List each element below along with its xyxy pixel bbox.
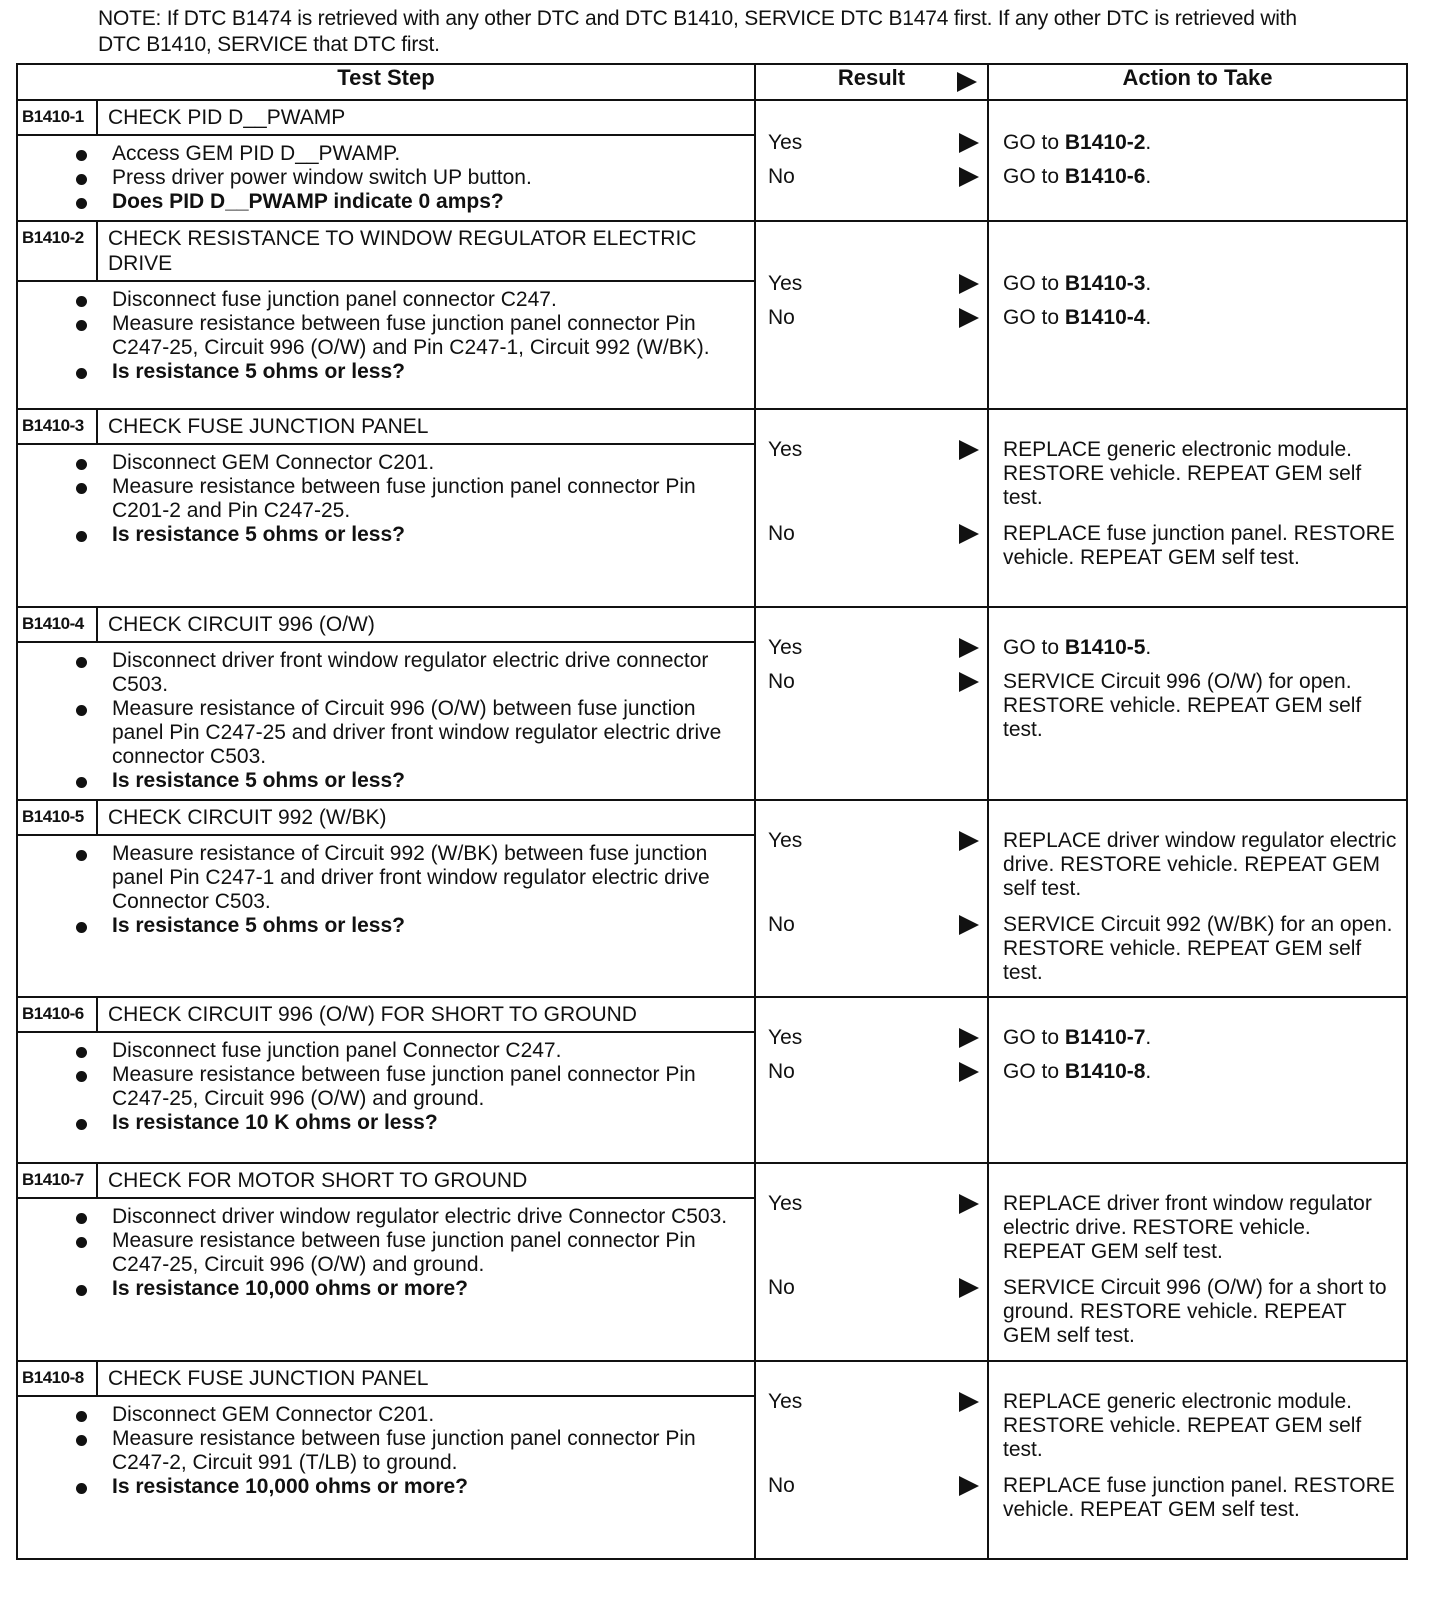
step-instruction: Disconnect fuse junction panel Connector C247.	[112, 1039, 734, 1063]
step-title: CHECK CIRCUIT 996 (O/W) FOR SHORT TO GROUND	[108, 1003, 637, 1026]
step-bullets	[18, 1199, 754, 1307]
result-label: No	[768, 165, 795, 188]
result-cell	[755, 800, 988, 997]
result-label: No	[768, 306, 795, 329]
action-text	[1003, 1276, 1398, 1348]
result-cell	[755, 1361, 988, 1559]
result-label: Yes	[768, 1390, 803, 1413]
action-text-main: GO to	[1003, 306, 1065, 329]
step-id: B1410-4	[18, 608, 98, 641]
step-instruction: Press driver power window switch UP button.	[112, 166, 734, 190]
step-instruction: Disconnect fuse junction panel connector C247.	[112, 288, 734, 312]
table-row	[17, 607, 1407, 800]
result-yes	[768, 829, 979, 853]
action-text	[1003, 165, 1398, 189]
result-label: Yes	[768, 636, 803, 659]
step-reference: B1410-6	[1064, 165, 1146, 188]
result-label: No	[768, 913, 795, 936]
result-no	[768, 1060, 979, 1084]
action-text-main: GO to	[1003, 1026, 1065, 1049]
step-reference: B1410-4	[1064, 306, 1146, 329]
step-title: CHECK CIRCUIT 996 (O/W)	[108, 613, 375, 636]
step-question: Is resistance 5 ohms or less?	[112, 914, 734, 938]
arrow-right-icon	[959, 524, 979, 544]
arrow-right-icon	[959, 1028, 979, 1048]
action-text	[1003, 1026, 1398, 1050]
table-row	[17, 800, 1407, 997]
action-cell	[988, 997, 1407, 1163]
action-text	[1003, 1192, 1398, 1264]
step-instruction: Measure resistance between fuse junction panel connector Pin C247-25, Circuit 996 (O/W) and Pin C247-1, Circuit 992 (W/BK).	[112, 312, 734, 360]
action-text-main: GO to	[1003, 165, 1065, 188]
result-cell	[755, 100, 988, 221]
action-text-main: SERVICE Circuit 996 (O/W) for a short to ground. RESTORE vehicle. REPEAT GEM self test.	[1003, 1276, 1387, 1347]
result-label: No	[768, 1276, 795, 1299]
step-title: CHECK RESISTANCE TO WINDOW REGULATOR ELECTRIC DRIVE	[108, 227, 697, 275]
action-text	[1003, 670, 1398, 742]
step-instruction: Measure resistance between fuse junction panel connector Pin C201-2 and Pin C247-25.	[112, 475, 734, 523]
header-result	[755, 64, 988, 100]
step-bullets	[18, 445, 754, 553]
result-label: No	[768, 1060, 795, 1083]
action-text-main: SERVICE Circuit 996 (O/W) for open. RESTORE vehicle. REPEAT GEM self test.	[1003, 670, 1362, 741]
arrow-right-icon	[959, 1476, 979, 1496]
table-row	[17, 221, 1407, 409]
table-row	[17, 409, 1407, 607]
step-id: B1410-5	[18, 801, 98, 834]
test-step-cell	[17, 1361, 755, 1559]
action-text-main: REPLACE generic electronic module. RESTORE vehicle. REPEAT GEM self test.	[1003, 438, 1362, 509]
step-question: Does PID D__PWAMP indicate 0 amps?	[112, 190, 734, 214]
result-label: Yes	[768, 131, 803, 154]
action-cell	[988, 607, 1407, 800]
header-result-label: Result	[837, 65, 906, 90]
step-instruction: Measure resistance of Circuit 996 (O/W) between fuse junction panel Pin C247-25 and driver front window regulator electric drive connector C503.	[112, 697, 734, 769]
action-cell	[988, 100, 1407, 221]
action-text-end: .	[1145, 1060, 1152, 1083]
result-no	[768, 670, 979, 694]
arrow-right-icon	[959, 1194, 979, 1214]
action-cell	[988, 800, 1407, 997]
action-text-main: GO to	[1003, 131, 1065, 154]
step-instruction: Disconnect driver window regulator electric drive Connector C503.	[112, 1205, 734, 1229]
action-text	[1003, 1390, 1398, 1462]
step-id: B1410-8	[18, 1362, 98, 1395]
result-yes	[768, 1192, 979, 1216]
arrow-right-icon	[959, 1392, 979, 1412]
action-text-end: .	[1145, 165, 1152, 188]
result-label: Yes	[768, 829, 803, 852]
action-text-main: REPLACE driver front window regulator electric drive. RESTORE vehicle. REPEAT GEM self test.	[1003, 1192, 1372, 1263]
result-yes	[768, 438, 979, 462]
table-row	[17, 100, 1407, 221]
step-question: Is resistance 10,000 ohms or more?	[112, 1277, 734, 1301]
test-step-cell	[17, 800, 755, 997]
result-cell	[755, 607, 988, 800]
result-label: Yes	[768, 1026, 803, 1049]
result-no	[768, 913, 979, 937]
result-no	[768, 1474, 979, 1498]
result-no	[768, 1276, 979, 1300]
step-reference: B1410-7	[1064, 1026, 1146, 1049]
step-id: B1410-1	[18, 101, 98, 134]
action-text-end: .	[1145, 131, 1152, 154]
step-instruction: Disconnect driver front window regulator electric drive connector C503.	[112, 649, 734, 697]
action-text	[1003, 438, 1398, 510]
step-bullets	[18, 643, 754, 799]
step-id: B1410-3	[18, 410, 98, 443]
result-label: Yes	[768, 438, 803, 461]
step-reference: B1410-2	[1064, 131, 1146, 154]
step-instruction: Access GEM PID D__PWAMP.	[112, 142, 734, 166]
step-bullets	[18, 282, 754, 390]
header-action: Action to Take	[988, 64, 1407, 100]
step-title: CHECK FUSE JUNCTION PANEL	[108, 1367, 429, 1390]
result-no	[768, 165, 979, 189]
step-instruction: Disconnect GEM Connector C201.	[112, 451, 734, 475]
step-title: CHECK FUSE JUNCTION PANEL	[108, 415, 429, 438]
arrow-right-icon	[959, 308, 979, 328]
action-text	[1003, 272, 1398, 296]
action-cell	[988, 1361, 1407, 1559]
test-step-cell	[17, 1163, 755, 1361]
arrow-right-icon	[959, 440, 979, 460]
action-text	[1003, 131, 1398, 155]
step-bullets	[18, 1397, 754, 1505]
action-cell	[988, 1163, 1407, 1361]
arrow-right-icon	[959, 915, 979, 935]
action-text-main: REPLACE fuse junction panel. RESTORE vehicle. REPEAT GEM self test.	[1003, 522, 1395, 569]
result-cell	[755, 1163, 988, 1361]
arrow-right-icon	[959, 672, 979, 692]
result-cell	[755, 221, 988, 409]
arrow-right-icon	[959, 167, 979, 187]
result-label: Yes	[768, 272, 803, 295]
arrow-right-icon	[959, 274, 979, 294]
action-cell	[988, 409, 1407, 607]
result-no	[768, 522, 979, 546]
table-row	[17, 1163, 1407, 1361]
step-title: CHECK CIRCUIT 992 (W/BK)	[108, 806, 387, 829]
action-text-main: GO to	[1003, 272, 1065, 295]
result-cell	[755, 997, 988, 1163]
action-text	[1003, 1474, 1398, 1522]
action-text-main: REPLACE driver window regulator electric drive. RESTORE vehicle. REPEAT GEM self test.	[1003, 829, 1397, 900]
result-yes	[768, 1026, 979, 1050]
arrow-right-icon	[959, 638, 979, 658]
arrow-right-icon	[957, 72, 977, 92]
result-label: No	[768, 522, 795, 545]
result-cell	[755, 409, 988, 607]
step-instruction: Disconnect GEM Connector C201.	[112, 1403, 734, 1427]
action-text	[1003, 636, 1398, 660]
step-bullets	[18, 836, 754, 944]
action-text-main: REPLACE generic electronic module. RESTORE vehicle. REPEAT GEM self test.	[1003, 1390, 1362, 1461]
result-no	[768, 306, 979, 330]
test-step-cell	[17, 997, 755, 1163]
step-title: CHECK FOR MOTOR SHORT TO GROUND	[108, 1169, 528, 1192]
step-id: B1410-7	[18, 1164, 98, 1197]
action-text	[1003, 306, 1398, 330]
action-text-end: .	[1145, 272, 1152, 295]
diagnostic-table	[16, 63, 1408, 1560]
result-yes	[768, 1390, 979, 1414]
action-text-main: REPLACE fuse junction panel. RESTORE vehicle. REPEAT GEM self test.	[1003, 1474, 1395, 1521]
test-step-cell	[17, 409, 755, 607]
action-text	[1003, 1060, 1398, 1084]
arrow-right-icon	[959, 1062, 979, 1082]
step-instruction: Measure resistance between fuse junction panel connector Pin C247-2, Circuit 991 (T/LB) to ground.	[112, 1427, 734, 1475]
step-question: Is resistance 5 ohms or less?	[112, 769, 734, 793]
step-question: Is resistance 5 ohms or less?	[112, 523, 734, 547]
result-yes	[768, 272, 979, 296]
result-label: No	[768, 670, 795, 693]
step-reference: B1410-3	[1064, 272, 1146, 295]
result-yes	[768, 131, 979, 155]
step-title: CHECK PID D__PWAMP	[108, 106, 346, 129]
arrow-right-icon	[959, 831, 979, 851]
step-bullets	[18, 1033, 754, 1141]
action-text	[1003, 522, 1398, 570]
result-label: Yes	[768, 1192, 803, 1215]
action-text-main: SERVICE Circuit 992 (W/BK) for an open. RESTORE vehicle. REPEAT GEM self test.	[1003, 913, 1393, 984]
action-text-end: .	[1145, 636, 1152, 659]
step-id: B1410-2	[18, 222, 98, 280]
action-cell	[988, 221, 1407, 409]
test-step-cell	[17, 100, 755, 221]
step-reference: B1410-8	[1064, 1060, 1146, 1083]
arrow-right-icon	[959, 133, 979, 153]
step-bullets	[18, 136, 754, 220]
arrow-right-icon	[959, 1278, 979, 1298]
action-text	[1003, 829, 1398, 901]
table-row	[17, 1361, 1407, 1559]
step-instruction: Measure resistance between fuse junction panel connector Pin C247-25, Circuit 996 (O/W) and ground.	[112, 1229, 734, 1277]
step-id: B1410-6	[18, 998, 98, 1031]
step-question: Is resistance 5 ohms or less?	[112, 360, 734, 384]
step-reference: B1410-5	[1064, 636, 1146, 659]
action-text	[1003, 913, 1398, 985]
step-instruction: Measure resistance between fuse junction panel connector Pin C247-25, Circuit 996 (O/W) and ground.	[112, 1063, 734, 1111]
test-step-cell	[17, 221, 755, 409]
action-text-main: GO to	[1003, 636, 1065, 659]
step-question: Is resistance 10 K ohms or less?	[112, 1111, 734, 1135]
header-test-step: Test Step	[17, 64, 755, 100]
action-text-end: .	[1145, 1026, 1152, 1049]
step-instruction: Measure resistance of Circuit 992 (W/BK) between fuse junction panel Pin C247-1 and driver front window regulator electric drive Connector C503.	[112, 842, 734, 914]
test-step-cell	[17, 607, 755, 800]
step-question: Is resistance 10,000 ohms or more?	[112, 1475, 734, 1499]
note-text: NOTE: If DTC B1474 is retrieved with any other DTC and DTC B1410, SERVICE DTC B1474 first. If any other DTC is retrieved with DTC B1410, SERVICE that DTC first.	[98, 7, 1297, 56]
action-text-end: .	[1145, 306, 1152, 329]
result-yes	[768, 636, 979, 660]
action-text-main: GO to	[1003, 1060, 1065, 1083]
table-header-row	[17, 64, 1407, 100]
result-label: No	[768, 1474, 795, 1497]
table-row	[17, 997, 1407, 1163]
